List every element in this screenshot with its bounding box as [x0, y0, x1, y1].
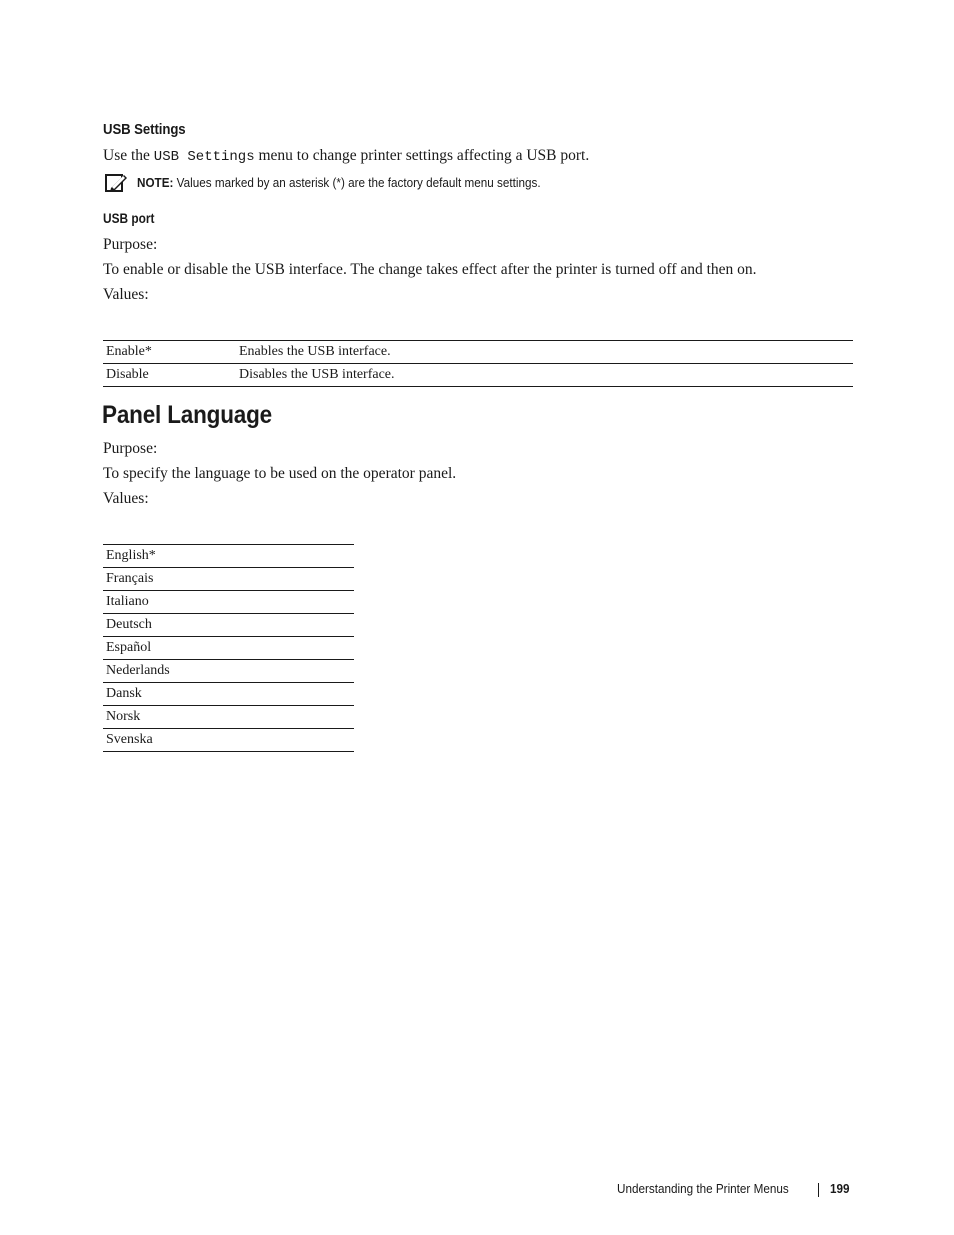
table-row: [103, 364, 853, 387]
table-row: [103, 706, 354, 729]
panel-language-heading: Panel Language: [102, 401, 273, 429]
usb-settings-intro: [103, 147, 589, 166]
table-row: [103, 729, 354, 752]
language-cell: English*: [103, 545, 354, 568]
usb-port-purpose-label: Purpose:: [103, 236, 158, 253]
usb-port-values-label: Values:: [103, 286, 149, 303]
footer-section-title: Understanding the Printer Menus: [617, 1181, 789, 1196]
description-cell: Enables the USB interface.: [236, 341, 853, 364]
language-cell: Norsk: [103, 706, 354, 729]
language-cell: Español: [103, 637, 354, 660]
note-pencil-icon: [103, 172, 129, 194]
usb-port-values-table: [103, 340, 853, 387]
panel-language-purpose-text: To specify the language to be used on the operator panel.: [103, 465, 457, 482]
language-cell: Français: [103, 568, 354, 591]
panel-language-purpose-label: Purpose:: [103, 440, 158, 457]
table-row: [103, 614, 354, 637]
language-cell: Italiano: [103, 591, 354, 614]
value-cell: Enable*: [103, 341, 236, 364]
note-text: [137, 175, 541, 190]
usb-settings-heading: USB Settings: [103, 121, 186, 138]
language-cell: Nederlands: [103, 660, 354, 683]
panel-language-values-table: [103, 544, 354, 752]
description-cell: Disables the USB interface.: [236, 364, 853, 387]
footer-divider: [818, 1183, 819, 1197]
usb-port-purpose-text: To enable or disable the USB interface. The change takes effect after the printer is turned off and then on.: [103, 261, 757, 278]
table-row: [103, 568, 354, 591]
table-row: [103, 660, 354, 683]
panel-language-values-label: Values:: [103, 490, 149, 507]
page-number: 199: [830, 1181, 850, 1196]
language-cell: Deutsch: [103, 614, 354, 637]
usb-port-heading: USB port: [103, 211, 155, 226]
table-row: [103, 545, 354, 568]
intro-code: USB Settings: [153, 149, 255, 165]
table-row: [103, 683, 354, 706]
table-row: [103, 341, 853, 364]
value-cell: Disable: [103, 364, 236, 387]
intro-pre: Use the: [103, 147, 150, 164]
table-row: [103, 637, 354, 660]
note-label: NOTE:: [137, 175, 174, 190]
table-row: [103, 591, 354, 614]
intro-post: menu to change printer settings affecting a USB port.: [258, 147, 590, 164]
language-cell: Dansk: [103, 683, 354, 706]
note-body: Values marked by an asterisk (*) are the factory default menu settings.: [176, 175, 541, 190]
language-cell: Svenska: [103, 729, 354, 752]
